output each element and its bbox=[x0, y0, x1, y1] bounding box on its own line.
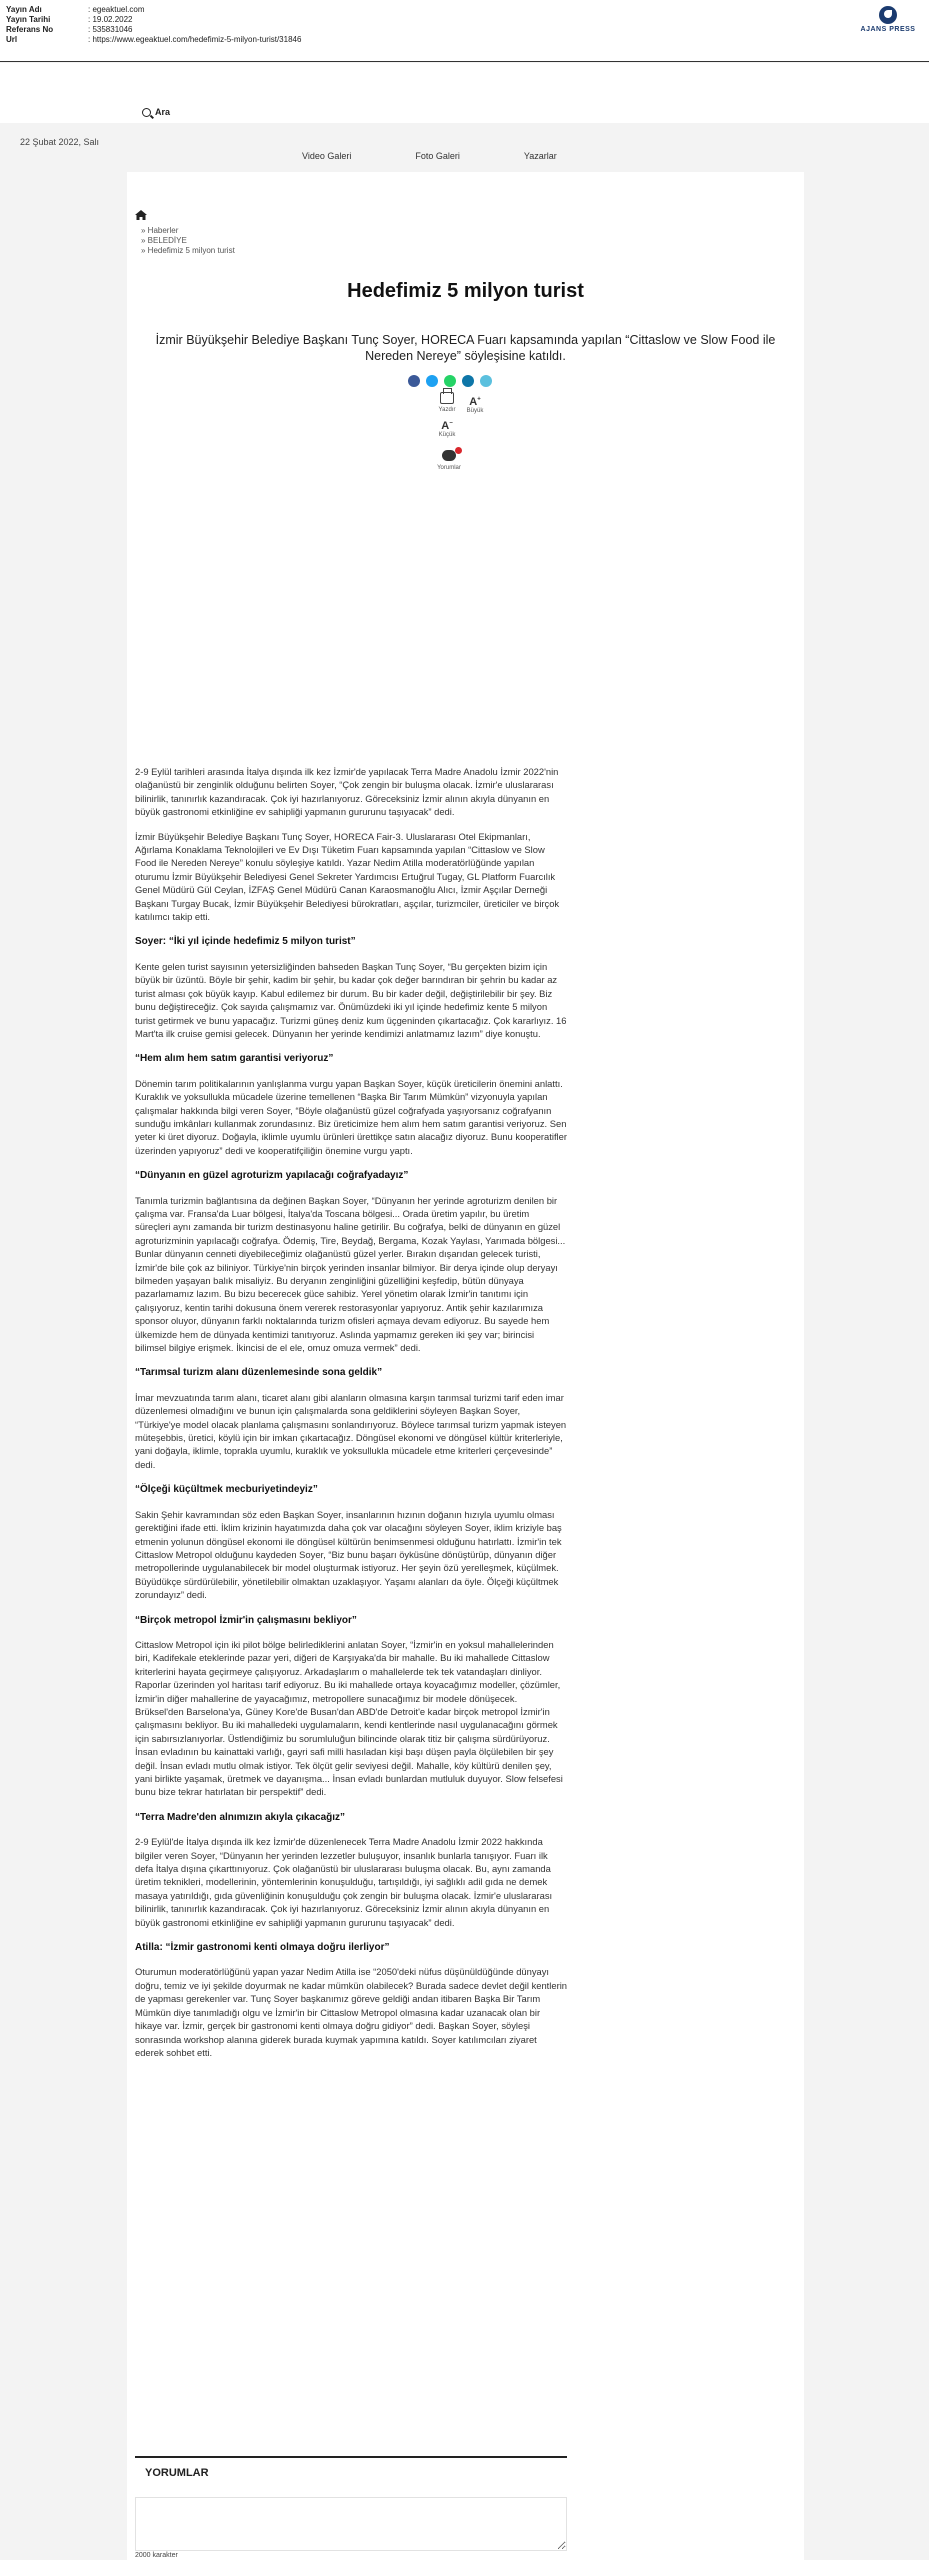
meta-key: Yayın Tarihi bbox=[6, 15, 51, 24]
site-header bbox=[0, 63, 929, 123]
article-paragraph: 2-9 Eylül tarihleri arasında İtalya dışında ilk kez İzmir'de yapılacak Terra Madre Anadolu İzmir 2022'nin olağanüstü bir zenginlik olduğunu belirten Soyer, “Çok zengin bir buluşma olacak. İzmir'e uluslararası bilinirlik, tanınırlık kazandıracak. Çok iyi hazırlanıyoruz. Göreceksiniz İzmir alının akıyla dünyanın en büyük gastronomi etkinliğine ev sahipliği yapmanın gururunu taşıyacak” dedi. bbox=[135, 766, 559, 818]
meta-value: : 535831046 bbox=[88, 25, 133, 34]
article-paragraph: Cittaslow Metropol için iki pilot bölge belirlediklerini anlatan Soyer, “İzmir'in en yoksul mahallelerinden biri, Kadifekale eteklerinde pazar yeri, diğeri de Karşıyaka'da bir mahalle. Bu iki mahallede Cittaslow kriterlerini hayata geçirmeye çalışıyoruz. Arkadaşlarım o mahallelerde tek tek vatandaşları dinliyor. Raporlar üzerinden yol haritası tarif ediyoruz. Bu iki mahallede ortaya koyacağımız modeller, çözümler, İzmir'in diğer mahallerine de yayacağımız, metropollere sunacağımız bir modele dönüşecek. Brüksel'den Barselona'ya, Güney Kore'de Busan'dan ABD'de Detroit'e kadar birçok metropol İzmir'in çalışmasını bekliyor. Bu iki mahalledeki uygulamaların, kendi kentlerinde nasıl uygulanacağını görmek için sabırsızlanıyorlar. Üstlendiğimiz bu sorumluluğun bilincinde olarak titiz bir çalışma sürdürüyoruz. İnsan evladının bu kainattaki varlığı, gayri safi milli hasıladan kişi başı düşen payla ölçülebilen bir şey değil. İnsan evladı mutlu olmak istiyor. Tek ölçüt gelir seviyesi değil. Mahalle, köy kültürü denilen şey, yani birlikte yaşamak, üretmek ve dayanışma... İnsan evladı bunlardan mutluluk duyuyor. Slow felsefesi bunu bize tekrar hatırlatan bir perspektif” dedi. bbox=[135, 1638, 563, 1798]
home-icon[interactable] bbox=[135, 210, 147, 220]
search-label: Ara bbox=[155, 107, 171, 117]
print-label: Yazdır bbox=[438, 407, 456, 413]
print-button[interactable] bbox=[432, 392, 462, 413]
comments-heading: YORUMLAR bbox=[145, 2467, 209, 2479]
ajans-press-logo bbox=[853, 6, 923, 33]
comment-input[interactable] bbox=[135, 2497, 567, 2551]
font-smaller-icon: A− bbox=[441, 420, 453, 432]
article-summary: İzmir Büyükşehir Belediye Başkanı Tunç Soyer, HORECA Fuarı kapsamında yapılan “Cittaslow ve Slow Food ile Nereden Nereye” söyleşisine katıldı. bbox=[155, 333, 776, 363]
comments-icon bbox=[442, 450, 456, 461]
font-bigger-icon: A+ bbox=[469, 396, 481, 408]
nav-video-galeri[interactable]: Video Galeri bbox=[302, 151, 352, 161]
search-icon bbox=[142, 108, 151, 117]
nav-foto-galeri[interactable]: Foto Galeri bbox=[415, 151, 460, 161]
article-subheading: “Tarımsal turizm alanı düzenlemesinde sona geldik” bbox=[135, 1367, 383, 1379]
whatsapp-icon[interactable] bbox=[444, 375, 456, 387]
font-bigger-label: Büyük bbox=[466, 408, 484, 414]
article-container bbox=[127, 172, 804, 2560]
breadcrumb-haberler[interactable]: » Haberler bbox=[141, 226, 235, 236]
article-subheading: “Birçok metropol İzmir'in çalışmasını bekliyor” bbox=[135, 1614, 357, 1626]
article-paragraph: Dönemin tarım politikalarının yanlışlanma vurgu yapan Başkan Soyer, küçük üreticilerin önemini anlattı. Kuraklık ve yoksullukla mücadele üzerine temellenen “Başka Bir Tarım Mümkün” vizyonuyla yapılan çalışmalar hakkında bilgi veren Soyer, “Böyle olağanüstü güzel coğrafyada yaşıyorsanız coğrafyanın sunduğu imkânları kullanmak zorundasınız. Biz üreticimize hem alım hem satım garantisi veriyoruz. Sen yeter ki üret diyoruz. Doğayla, iklimle uyumlu ürünleri ürettikçe satın alacağız diyoruz. Bunu kooperatifler üzerinden yapıyoruz” dedi ve kooperatifçiliğin önemine vurgu yaptı. bbox=[135, 1077, 567, 1156]
meta-row bbox=[6, 25, 301, 35]
nav-yazarlar[interactable]: Yazarlar bbox=[523, 151, 557, 161]
article-paragraph: Tanımla turizmin bağlantısına da değinen Başkan Soyer, “Dünyanın her yerinde agroturizm denilen bir çalışma var. Fransa'da Luar bölgesi, İtalya'da Toscana bölgesi... Orada üretim yapılır, bu üretim süreçleri aynı zamanda bir turizm destinasyonu haline getirilir. Bu coğrafya, belki de dünyanın en güzel agroturizminin yapılacağı coğrafya. Ödemiş, Tire, Beydağ, Bergama, Kozak Yaylası, Yarımada bölgesi... Bunlar dünyanın cenneti diyebileceğimiz olağanüstü güzel yerler. Bırakın dışarıdan gelecek turisti, İzmir'de bile çok az biliniyor. Türkiye'nin birçok yerinden insanlar bilmiyor. Bir derya içinde olup deryayı bilmeden yaşayan balık misaliyiz. Bu deryanın zenginliğini güzelliğini keşfedip, bütün dünyaya pazarlamamız lazım. Bu bizu becerecek güce sahibiz. Yerel yönetim olarak İzmir'in tanıtımı için çalışıyoruz, kentin tarihi dokusuna önem vererek restorasyonlar yapıyoruz. Antik şehir kazılarımıza sponsor oluyor, dünyanın farklı noktalarında turizm ofisleri açmaya devam ediyoruz. Bu sayede hem ülkemizde hem de dünyada kentimizi tanıtıyoruz. Aslında yapmamız gereken iki şey var; birincisi bilimsel bilgiye erişmek. İkincisi de el ele, omuz omuza vermek” dedi. bbox=[135, 1194, 566, 1354]
article-paragraph: Kente gelen turist sayısının yetersizliğinden bahseden Başkan Tunç Soyer, “Bu gerçekten bizim için büyük bir üzüntü. Böyle bir şehir, kadim bir şehir, bu kadar çok değer barındıran bir şehrin bu kadar az turist alması çok büyük kayıp. Kabul edilemez bir durum. Bu bir kader değil, değiştirilebilir bir şey. Biz bunu değiştireceğiz. Çok sayıda çalışmamız var. Önümüzdeki iki yıl içinde hedefimiz kente 5 milyon turist getirmek ve bunu yapacağız. Turizmi güneş deniz kum üçgeninden çıkartacağız. Çok kararlıyız. 16 Mart'ta ilk cruise gemisi gelecek. Dünyanın her yerinde kendimizi anlatmamız lazım” diye konuştu. bbox=[135, 960, 567, 1039]
article-paragraph: İmar mevzuatında tarım alanı, ticaret alanı gibi alanların olmasına karşın tarımsal turizmi tarif eden imar düzenlemesi olmadığını ve bunun için çalışmalarda sona geldiklerini söyleyen Başkan Soyer, “Türkiye'ye model olacak planlama çalışmasını sonlandırıyoruz. Böylece tarımsal turizm yapmak isteyen müteşebbis, üretici, köylü için bir imkan çıkartacağız. Döngüsel ekonomi ve döngüsel kültür kriterleriyle, yani doğayla, iklimle, toprakla uyumlu, kuraklık ve yoksullukla mücadele etme kriterleri çerçevesinde” dedi. bbox=[135, 1391, 567, 1470]
clipping-header bbox=[0, 0, 929, 62]
breadcrumb-belediye[interactable]: » BELEDİYE bbox=[141, 236, 235, 246]
search-button[interactable] bbox=[142, 107, 170, 117]
clipping-meta bbox=[6, 5, 301, 45]
meta-value: : https://www.egeaktuel.com/hedefimiz-5-milyon-turist/31846 bbox=[88, 35, 302, 44]
linkedin-icon[interactable] bbox=[462, 375, 474, 387]
font-smaller-button[interactable] bbox=[432, 420, 462, 438]
article-subheading: “Terra Madre'den alnımızın akıyla çıkacağız” bbox=[135, 1811, 346, 1823]
article-paragraph: 2-9 Eylül'de İtalya dışında ilk kez İzmir'de düzenlenecek Terra Madre Anadolu İzmir 2022 hakkında bilgiler veren Soyer, “Dünyanın her yerinden lezzetler buluşuyor, insanlık bunlarla tanışıyor. Fuarı ilk defa İtalya dışına çıkarttınıyoruz. Çok olağanüstü bir uluslararası buluşma olacak. Bu, aynı zamanda üretim teknikleri, modellerinin, yöntemlerinin konuşulduğu, tartışıldığı, iyi sağlıklı adil gıda ne demek masaya yatırıldığı, gıda güvenliğinin konuşulduğu çok zengin bir buluşma olacak. İzmir'e uluslararası bilinirlik, tanınırlık kazandıracak. Çok iyi hazırlanıyoruz. Göreceksiniz İzmir alının akıyla dünyanın en büyük gastronomi etkinliğine ev sahipliği yapmanın gururunu taşıyacak” dedi. bbox=[135, 1836, 553, 1928]
agency-name: AJANS PRESS bbox=[860, 26, 916, 33]
meta-value: : 19.02.2022 bbox=[88, 15, 133, 24]
article-subheading: Soyer: “İki yıl içinde hedefimiz 5 milyon turist” bbox=[135, 936, 356, 948]
printer-icon bbox=[440, 392, 454, 404]
comments-label: Yorumlar bbox=[437, 465, 461, 471]
font-bigger-button[interactable] bbox=[460, 396, 490, 414]
facebook-icon[interactable] bbox=[408, 375, 420, 387]
article-subheading: “Hem alım hem satım garantisi veriyoruz” bbox=[135, 1053, 334, 1065]
comments-button[interactable] bbox=[434, 450, 464, 471]
article-subheading: “Dünyanın en güzel agroturizm yapılacağı coğrafyadayız” bbox=[135, 1170, 409, 1182]
meta-value: : egeaktuel.com bbox=[88, 5, 145, 14]
meta-key: Yayın Adı bbox=[6, 5, 42, 14]
article-subheading: Atilla: “İzmir gastronomi kenti olmaya doğru ilerliyor” bbox=[135, 1942, 390, 1954]
page-title: Hedefimiz 5 milyon turist bbox=[347, 280, 584, 302]
meta-row bbox=[6, 35, 301, 45]
meta-row bbox=[6, 5, 301, 15]
email-share-icon[interactable] bbox=[480, 375, 492, 387]
breadcrumb bbox=[141, 226, 235, 256]
twitter-icon[interactable] bbox=[426, 375, 438, 387]
article-body bbox=[135, 765, 567, 2070]
article-subheading: “Ölçeği küçültmek mecburiyetindeyiz” bbox=[135, 1484, 318, 1496]
meta-key: Referans No bbox=[6, 25, 54, 34]
meta-row bbox=[6, 15, 301, 25]
article-paragraph: Sakin Şehir kavramından söz eden Başkan Soyer, insanlarının hızının doğanın hızıyla uyumlu olması gerektiğini ifade etti. İklim krizinin hayatımızda daha çok var olacağını söyleyen Soyer, iklim kriziyle baş etmenin yolunun döngüsel ekonomi ile döngüsel kültürün benimsenmesi olduğunu hatırlattı. İzmir'in tek Cittaslow Metropol olduğunu kaydeden Soyer, “Biz bunu başarı öyküsüne dönüştürüp, dünyanın diğer metropollerinde uygulanabilecek bir model oluşturmak istiyoruz. Her şeyin özü yerelleşmek, küçülmek. Büyüdükçe sürdürülebilir, yönetilebilir olmaktan uzaklaşıyor. Yaşamı alanları da öyle. Ölçeği küçültmek zorundayız” dedi. bbox=[135, 1508, 562, 1601]
comments-divider bbox=[135, 2456, 567, 2458]
char-count: 2000 karakter bbox=[135, 2552, 178, 2559]
share-bar bbox=[408, 375, 498, 387]
article-paragraph: İzmir Büyükşehir Belediye Başkanı Tunç Soyer, HORECA Fair-3. Uluslararası Otel Ekipmanları, Ağırlama Konaklama Teknolojileri ve Ev Dışı Tüketim Fuarı kapsamında yapılan “Cittaslow ve Slow Food ile Nereden Nereye” konulu söyleşiye katıldı. Yazar Nedim Atilla moderatörlüğünde yapılan oturumu İzmir Büyükşehir Belediyesi Genel Sekreter Yardımcısı Ertuğrul Tugay, GL Platform Fuarcılık Genel Müdürü Gül Ceylan, İZFAŞ Genel Müdürü Canan Karaosmanoğlu Alıcı, İzmir Aşçılar Derneği Başkanı Turgay Bucak, İzmir Büyükşehir Belediyesi bürokratları, aşçılar, turizmciler, üreticiler ve birçok katılımcı takip etti. bbox=[135, 830, 560, 923]
article-paragraph: Oturumun moderatörlüğünü yapan yazar Nedim Atilla ise “2050'deki nüfus düşünüldüğünde dünyayı doğru, temiz ve iyi şekilde doyurmak ne kadar mümkün olabilecek? Burada sadece devlet değil kentlerin de yapması gerekenler var. Tunç Soyer başkanımız göreve geldiği andan itibaren Başka Bir Tarım Mümkün diye tanımladığı olgu ve İzmir'in bir Cittaslow Metropol olmasına kadar uzanacak olan bir hikaye var. İzmir, gerçek bir gastronomi kenti olmaya doğru gidiyor” dedi. Başkan Soyer, söyleşi sonrasında workshop alanına giderek burada kuymak yapımına katıldı. Soyer katılımcıları ziyaret ederek sohbet etti. bbox=[135, 1966, 568, 2058]
meta-key: Url bbox=[6, 35, 18, 44]
font-smaller-label: Küçük bbox=[438, 432, 456, 438]
top-nav bbox=[302, 151, 621, 161]
ajans-press-logo-icon bbox=[879, 6, 897, 24]
current-date: 22 Şubat 2022, Salı bbox=[20, 137, 100, 147]
breadcrumb-current: » Hedefimiz 5 milyon turist bbox=[141, 246, 235, 256]
